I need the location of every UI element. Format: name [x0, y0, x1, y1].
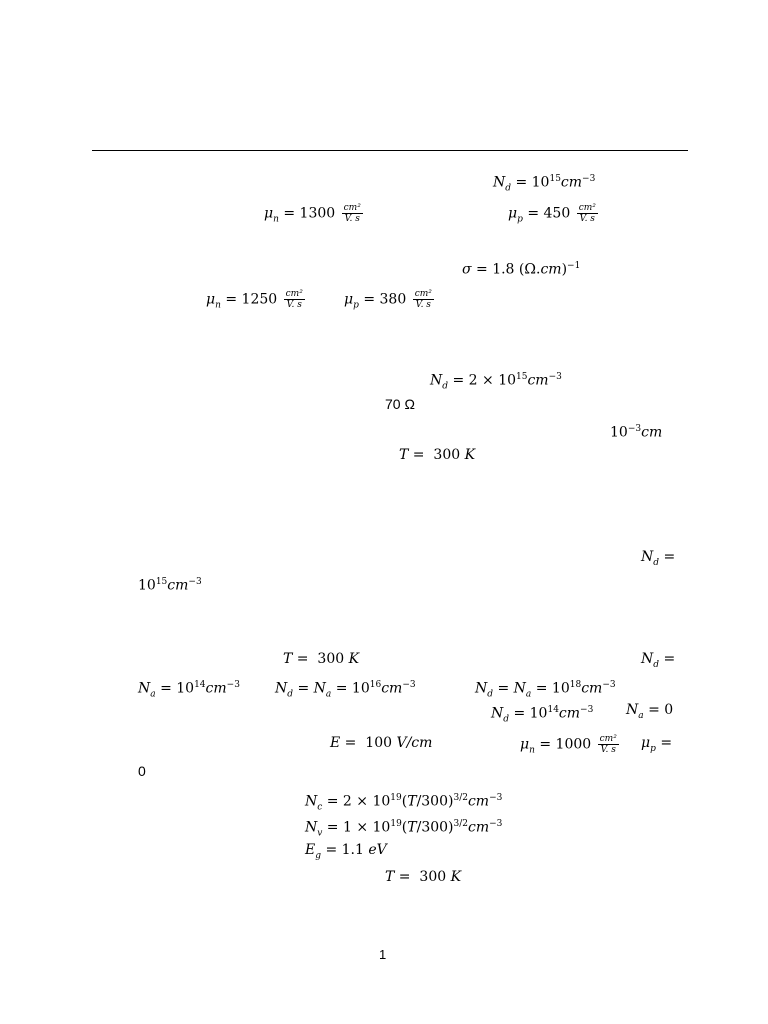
equation-mup-eq: $\mu_p$ =	[641, 735, 673, 754]
equation-temp-2: T = 300 K	[283, 651, 360, 667]
equation-na-0: $N_a = 0$	[626, 702, 674, 721]
equation-nv: $N_v = 1 \times 10^{19}(T/300)^{3/2}cm^{-3}$	[305, 819, 503, 839]
equation-nd-na-1e16: $N_d = N_a = 10^{16}cm^{-3}$	[275, 680, 416, 700]
equation-nd-1e14: $N_d = 10^{14}cm^{-3}$	[491, 705, 594, 725]
equation-nd-eq-b: $N_d$ =	[641, 651, 676, 670]
top-rule	[92, 150, 688, 151]
page-number: 1	[379, 947, 387, 962]
equation-nd-eq-a: $N_d$ =	[641, 549, 676, 568]
equation-eg: $E_g = 1.1$ eV	[305, 842, 387, 861]
equation-temp-1: T = 300 K	[399, 447, 476, 463]
equation-sigma: σ = 1.8 $(\Omega.cm)^{-1}$	[462, 261, 581, 278]
equation-nd-na-1e18: $N_d = N_a = 10^{18}cm^{-3}$	[475, 680, 616, 700]
equation-na-1e14: $N_a = 10^{14}cm^{-3}$	[138, 680, 240, 700]
equation-field: E = 100 V/cm	[330, 735, 433, 751]
equation-mup-380: $\mu_p = 380$ $\frac{\text{cm²}}{V. s}$	[344, 289, 432, 311]
value-70-ohm: 70 Ω	[385, 396, 415, 412]
equation-nd-2e15: $N_d = 2 \times 10^{15}cm^{-3}$	[430, 372, 562, 392]
equation-1e15: $10^{15}cm^{-3}$	[138, 577, 202, 594]
equation-nc: $N_c = 2 \times 10^{19}(T/300)^{3/2}cm^{-3}$	[305, 793, 503, 813]
equation-mun-1300: $\mu_n = 1300$ $\frac{\text{cm²}}{V. s}$	[264, 203, 361, 225]
equation-mun-1250: $\mu_n = 1250$ $\frac{\text{cm²}}{V. s}$	[206, 289, 303, 311]
equation-mun-1000: $\mu_n = 1000$ $\frac{\text{cm²}}{V. s}$	[520, 734, 617, 756]
value-zero: 0	[138, 763, 146, 779]
equation-temp-3: T = 300 K	[385, 869, 462, 885]
equation-mup-450: $\mu_p = 450$ $\frac{\text{cm²}}{V. s}$	[508, 203, 596, 225]
equation-length: $10^{-3}cm$	[610, 424, 663, 441]
equation-nd-1e15: $N_d = 10^{15}cm^{-3}$	[493, 174, 596, 194]
